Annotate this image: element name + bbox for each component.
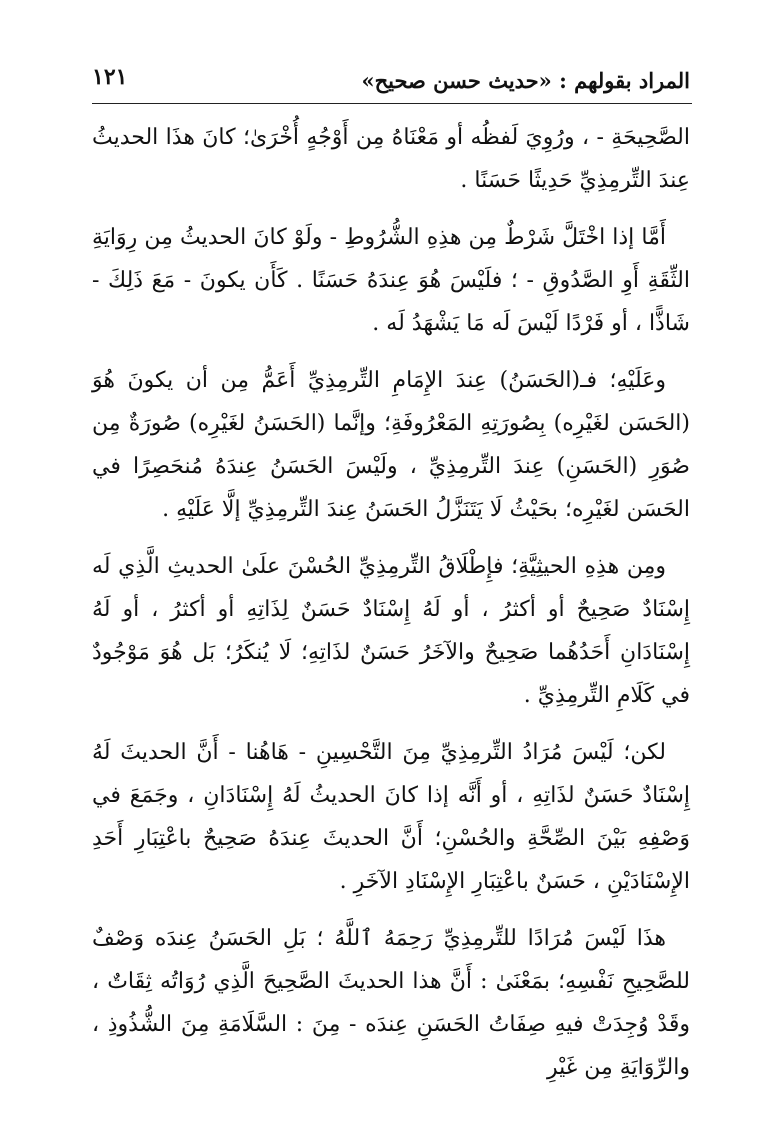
paragraph-5: لكن؛ لَيْسَ مُرَادُ التِّرمِذِيِّ مِنَ التَّحْسِينِ - هَاهُنا - أَنَّ الحديثَ لَهُ إِسْنَادٌ حَسَنٌ لذَاتِهِ ، أو أَنَّه إذا كانَ الحديثُ لَهُ إِسْنَادَانِ ، وجَمَعَ في وَصْفِهِ بَيْنَ الصِّحَّةِ والحُسْنِ؛ أَنَّ الحديثَ عِندَهُ صَحِيحٌ باعْتِبَارِ أَحَدِ الإِسْنَادَيْنِ ، حَسَنٌ باعْتِبَارِ الإِسْنَادِ الآخَرِ . xyxy=(92,740,690,894)
page-body xyxy=(92,116,690,1103)
paragraph-2: أَمَّا إذا اخْتَلَّ شَرْطٌ مِن هذِهِ الشُّرُوطِ - ولَوْ كانَ الحديثُ مِن رِوَايَةِ الثِّقَةِ أَوِ الصَّدُوقِ - ؛ فلَيْسَ هُوَ عِندَهُ حَسَنًا . كَأَن يكونَ - مَعَ ذَلِكَ - شَاذًّا ، أو فَرْدًا لَيْسَ لَه مَا يَشْهَدُ لَه . xyxy=(92,225,690,336)
paragraph-3: وعَلَيْهِ؛ فـ(الحَسَنُ) عِندَ الإِمَامِ التِّرمِذِيِّ أَعَمُّ مِن أن يكونَ هُوَ (الحَسَن لغَيْرِه) بِصُورَتِهِ المَعْرُوفَةِ؛ وإنَّما (الحَسَنُ لغَيْرِه) صُورَةٌ مِن صُوَرِ (الحَسَنِ) عِندَ التِّرمِذِيِّ ، ولَيْسَ الحَسَنُ عِندَهُ مُنحَصِرًا في الحَسَن لغَيْرِه؛ بحَيْثُ لَا يَتَنَزَّلُ الحَسَنُ عِندَ التِّرمِذِيِّ إلَّا عَلَيْهِ . xyxy=(92,368,690,522)
paragraph-4: ومِن هذِهِ الحيثِيَّةِ؛ فإِطْلَاقُ التِّرمِذِيِّ الحُسْنَ علَىٰ الحديثِ الَّذِي لَه إِسْنَادٌ صَحِيحٌ أو أكثرُ ، أو لَهُ إِسْنَادٌ حَسَنٌ لِذَاتِهِ أو أكثرُ ، أو لَهُ إِسْنَادَانِ أَحَدُهُما صَحِيحٌ والآخَرُ حَسَنٌ لذَاتِهِ؛ لَا يُنكَرُ؛ بَل هُوَ مَوْجُودٌ في كَلَامِ التِّرمِذِيِّ . xyxy=(92,554,690,708)
header-divider xyxy=(92,103,692,104)
running-title: المراد بقولهم : «حديث حسن صحيح» xyxy=(361,68,690,93)
page-header xyxy=(92,62,690,102)
page-number: ١٢١ xyxy=(92,64,128,90)
paragraph-6: هذَا لَيْسَ مُرَادًا للتِّرمِذِيِّ رَحِمَهُ ٱللَّهُ ؛ بَلِ الحَسَنُ عِندَه وَصْفٌ للصَّحِيحِ نَفْسِهِ؛ بمَعْنَىٰ : أَنَّ هذا الحديثَ الصَّحِيحَ الَّذِي رُوَاتُه ثِقَاتٌ ، وقَدْ وُجِدَتْ فيهِ صِفَاتُ الحَسَنِ عِندَه - مِنَ : السَّلَامَةِ مِنَ الشُّذُوذِ ، والرِّوَايَةِ مِن غَيْرِ xyxy=(92,926,690,1080)
paragraph-1: الصَّحِيحَةِ - ، ورُوِيَ لَفظُه أو مَعْنَاهُ مِن أَوْجُهٍ أُخْرَىٰ؛ كانَ هذَا الحديثُ عِندَ التِّرمِذِيِّ حَدِيثًا حَسَنًا . xyxy=(92,125,690,193)
